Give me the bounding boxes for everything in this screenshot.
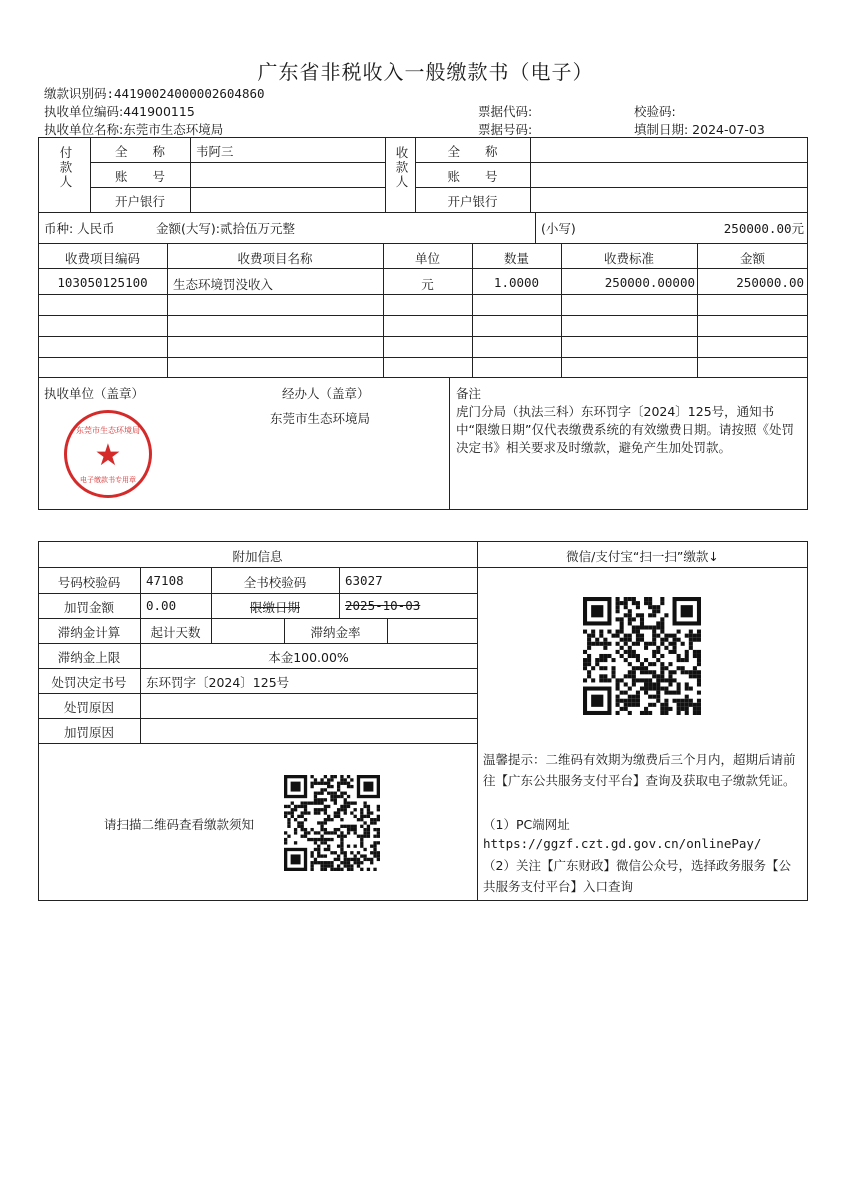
scan-notice: 请扫描二维码查看缴款须知: [104, 817, 255, 832]
unit-name: 执收单位名称:东莞市生态环境局: [44, 122, 224, 137]
late-cap-label: 滞纳金上限: [57, 650, 121, 665]
decision-value: 东环罚字〔2024〕125号: [146, 675, 290, 690]
official-seal: [64, 410, 152, 498]
unit-code: 执收单位编码:441900115: [44, 104, 195, 119]
check-value: 47108: [146, 573, 184, 588]
amount-upper: 金额(大写):贰拾伍万元整: [156, 221, 295, 236]
payer-name-label: 全 称: [114, 144, 165, 159]
reason-label: 处罚原因: [63, 700, 114, 715]
remarks-label: 备注: [456, 386, 482, 401]
payment-qr-code[interactable]: [583, 597, 701, 715]
th-qty: 数量: [503, 251, 529, 266]
penalty-label: 加罚金额: [63, 600, 114, 615]
pay-title: 微信/支付宝“扫一扫”缴款↓: [566, 549, 719, 564]
payee-name-label: 全 称: [447, 144, 498, 159]
notice-qr-code[interactable]: [284, 775, 380, 871]
td-unit: 元: [421, 277, 434, 292]
payee-bank-label: 开户银行: [447, 194, 498, 209]
seal-bottom-text: 电子缴款书专用章: [80, 476, 136, 484]
ticket-no-label: 票据号码:: [478, 122, 533, 137]
deadline-value: 2025-10-03: [345, 598, 421, 613]
handler-name: 东莞市生态环境局: [270, 411, 371, 426]
amount-lower-label: (小写): [541, 221, 576, 236]
pay-url[interactable]: https://ggzf.czt.gd.gov.cn/onlinePay/: [483, 836, 762, 851]
seal-top-text: 东莞市生态环境局: [76, 426, 140, 435]
payee-account-label: 账 号: [447, 169, 498, 184]
currency: 币种: 人民币: [44, 221, 115, 236]
book-check-label: 全书校验码: [243, 575, 307, 590]
late-rate-label: 滞纳金率: [310, 625, 361, 640]
td-name: 生态环境罚没收入: [173, 277, 274, 292]
extra-title: 附加信息: [232, 549, 283, 564]
late-calc-label: 滞纳金计算: [57, 625, 121, 640]
payer-bank-label: 开户银行: [114, 194, 165, 209]
td-rate: 250000.00000: [604, 275, 695, 290]
td-amount: 250000.00: [736, 275, 804, 290]
th-code: 收费项目编码: [64, 251, 140, 266]
star-icon: ★: [94, 438, 122, 473]
th-unit: 单位: [414, 251, 440, 266]
pay-id: 缴款识别码:4419002400000260486​0: [44, 86, 265, 101]
payer-side-label: 付款人: [58, 146, 73, 190]
decision-label: 处罚决定书号: [51, 675, 127, 690]
td-code: 103050125100: [57, 275, 148, 290]
fill-date: 填制日期: 2024-07-03: [634, 122, 765, 137]
td-qty: 1.0000: [493, 275, 540, 290]
page-title: 广东省非税收入一般缴款书（电子）: [257, 60, 594, 84]
pay-tip1: 温馨提示：二维码有效期为缴费后三个月内，超期后请前往【广东公共服务支付平台】查询及获取电子缴款凭证。: [483, 752, 796, 788]
deadline-label: 限缴日期: [249, 600, 300, 615]
payer-name-value: 韦阿三: [196, 144, 234, 159]
th-amount: 金额: [739, 251, 765, 266]
amount-lower-value: 250000.00元: [723, 221, 804, 236]
check-code-label: 校验码:: [634, 104, 676, 119]
pay-tip3: （2）关注【广东财政】微信公众号，选择政务服务【公共服务支付平台】入口查询: [483, 858, 791, 894]
th-name: 收费项目名称: [237, 251, 313, 266]
pay-tip2: （1）PC端网址: [483, 817, 570, 832]
remarks-text: 虎门分局（执法三科）东环罚字〔2024〕125号，通知书中“限缴日期”仅代表缴费系统的有效缴费日期。请按照《处罚决定书》相关要求及时缴款，避免产生加处罚款。: [456, 404, 794, 455]
ticket-code-label: 票据代码:: [478, 104, 533, 119]
penalty-value: 0.00: [146, 598, 177, 613]
payer-account-label: 账 号: [114, 169, 165, 184]
late-days-label: 起计天数: [150, 625, 201, 640]
unit-stamp-label: 执收单位（盖章）: [44, 386, 145, 401]
extra-reason-label: 加罚原因: [63, 725, 114, 740]
book-check-value: 63027: [345, 573, 383, 588]
th-rate: 收费标准: [603, 251, 654, 266]
check-label: 号码校验码: [57, 575, 121, 590]
payee-side-label: 收款人: [394, 146, 409, 190]
late-cap-value: 本金100.00%: [268, 650, 349, 665]
handler-label: 经办人（盖章）: [282, 386, 370, 401]
